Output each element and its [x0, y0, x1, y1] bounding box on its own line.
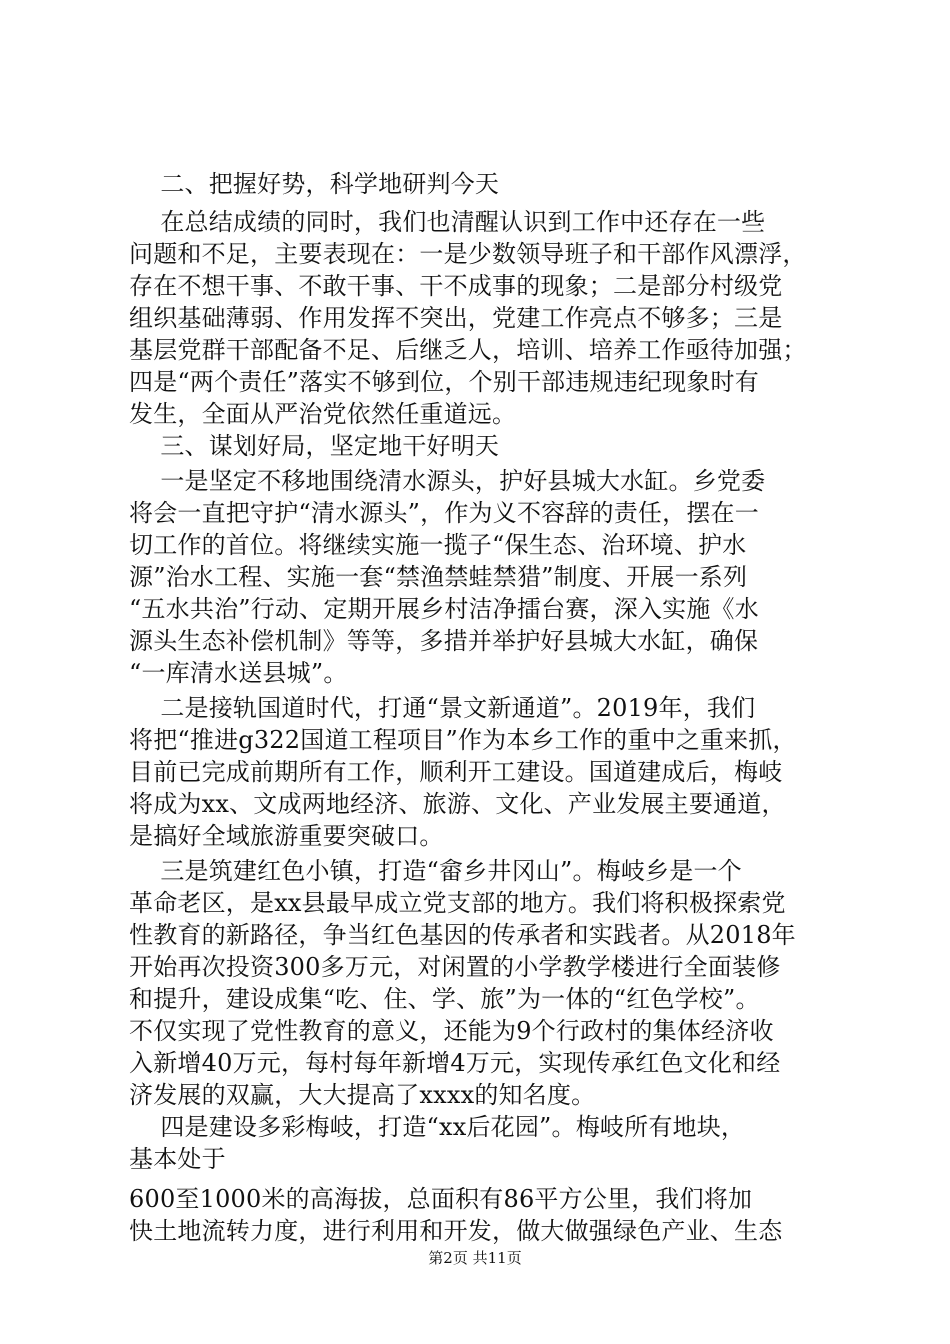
- text-line: 组织基础薄弱、作用发挥不突出，党建工作亮点不够多；三是: [129, 304, 783, 332]
- text-line: 存在不想干事、不敢干事、干不成事的现象；二是部分村级党: [129, 272, 783, 300]
- text-line: 二、把握好势，科学地研判今天: [129, 170, 500, 198]
- text-line: 问题和不足，主要表现在：一是少数领导班子和干部作风漂浮，: [129, 240, 807, 268]
- text-line: 基层党群干部配备不足、后继乏人，培训、培养工作亟待加强；: [129, 336, 807, 364]
- text-line: 二是接轨国道时代，打通“景文新通道”。2019年，我们: [129, 694, 756, 722]
- text-line: 是搞好全域旅游重要突破口。: [129, 822, 444, 850]
- text-line: 源”治水工程、实施一套“禁渔禁蛙禁猎”制度、开展一系列: [129, 563, 748, 591]
- text-line: 在总结成绩的同时，我们也清醒认识到工作中还存在一些: [129, 208, 766, 236]
- text-line: 入新增40万元，每村每年新增4万元，实现传承红色文化和经: [129, 1049, 781, 1077]
- text-line: 性教育的新路径，争当红色基因的传承者和实践者。从2018年: [129, 921, 796, 949]
- text-line: 发生，全面从严治党依然任重道远。: [129, 400, 517, 428]
- page-number-footer: 第2页 共11页: [428, 1249, 522, 1267]
- text-line: 目前已完成前期所有工作，顺利开工建设。国道建成后，梅岐: [129, 758, 783, 786]
- text-line: 开始再次投资300多万元，对闲置的小学教学楼进行全面装修: [129, 953, 781, 981]
- text-line: 和提升，建设成集“吃、住、学、旅”为一体的“红色学校”。: [129, 985, 760, 1013]
- text-line: 不仅实现了党性教育的意义，还能为9个行政村的集体经济收: [129, 1017, 774, 1045]
- text-line: 四是建设多彩梅岐，打造“xx后花园”。梅岐所有地块，: [129, 1113, 746, 1141]
- text-line: 切工作的首位。将继续实施一揽子“保生态、治环境、护水: [129, 531, 747, 559]
- text-line: “一库清水送县城”。: [129, 659, 348, 687]
- text-line: 革命老区，是xx县最早成立党支部的地方。我们将积极探索党: [129, 889, 786, 917]
- text-line: 基本处于: [129, 1145, 226, 1173]
- text-line: 济发展的双赢，大大提高了xxxx的知名度。: [129, 1081, 596, 1109]
- text-line: 源头生态补偿机制》等等，多措并举护好县城大水缸，确保: [129, 627, 759, 655]
- text-line: 将把“推进g322国道工程项目”作为本乡工作的重中之重来抓，: [129, 726, 797, 754]
- text-line: 将会一直把守护“清水源头”，作为义不容辞的责任，摆在一: [129, 499, 759, 527]
- text-line: “五水共治”行动、定期开展乡村洁净擂台赛，深入实施《水: [129, 595, 759, 623]
- text-line: 一是坚定不移地围绕清水源头，护好县城大水缸。乡党委: [129, 467, 766, 495]
- text-line: 四是“两个责任”落实不够到位，个别干部违规违纪现象时有: [129, 368, 759, 396]
- text-line: 快土地流转力度，进行利用和开发，做大做强绿色产业、生态: [129, 1217, 783, 1245]
- text-line: 600至1000米的高海拔，总面积有86平方公里，我们将加: [129, 1185, 753, 1213]
- text-line: 将成为xx、文成两地经济、旅游、文化、产业发展主要通道，: [129, 790, 786, 818]
- text-line: 三是筑建红色小镇，打造“畲乡井冈山”。梅岐乡是一个: [129, 857, 742, 885]
- text-line: 三、谋划好局，坚定地干好明天: [129, 432, 500, 460]
